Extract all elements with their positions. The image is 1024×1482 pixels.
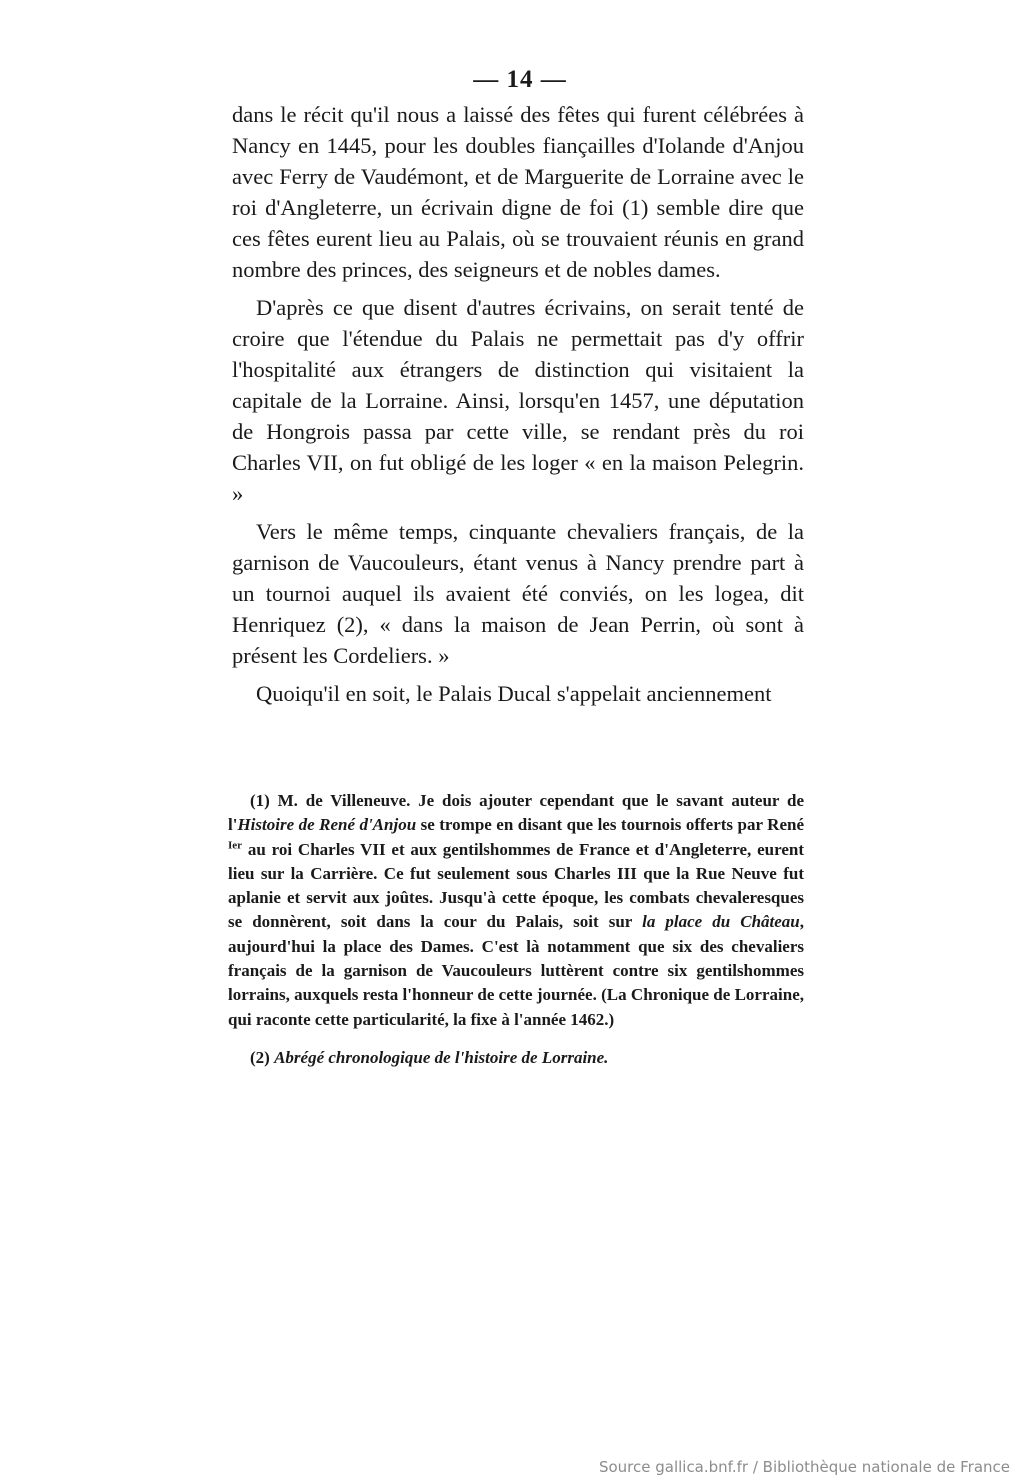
- paragraph: Quoiqu'il en soit, le Palais Ducal s'appelait anciennement: [256, 681, 772, 706]
- place-name: la place du Château: [642, 912, 800, 932]
- footnote-marker: (1): [250, 791, 270, 810]
- paragraph: D'après ce que disent d'autres écrivains, on serait tenté de croire que l'étendue du Palais ne permettait pas d'y offrir l'hospitalité aux étrangers de distinction qui visitaient la capitale de la Lorraine. Ainsi, lorsqu'en 1457, une députation de Hongrois passa par cette ville, se rendant près du roi Charles VII, on fut obligé de les loger « en la maison Pelegrin. »: [232, 295, 804, 506]
- paragraph: dans le récit qu'il nous a laissé des fêtes qui furent célébrées à Nancy en 1445, pour les doubles fiançailles d'Iolande d'Anjou avec Ferry de Vaudémont, et de Marguerite de Lorraine avec le roi d'Angleterre, un écrivain digne de foi (1) semble dire que ces fêtes eurent lieu au Palais, où se trouvaient réunis en grand nombre des princes, des seigneurs et de nobles dames.: [232, 102, 804, 282]
- book-title: Histoire de René d'Anjou: [237, 815, 417, 835]
- source-credit: Source gallica.bnf.fr / Bibliothèque nationale de France: [598, 1458, 1010, 1476]
- superscript: Ier: [228, 838, 243, 851]
- footnote-text: , aujourd'hui la place des Dames. C'est là notamment que six des chevaliers français de la garnison de Vaucouleurs luttèrent contre six gentilshommes lorrains, auxquels resta l'honneur de cette journée. (La Chronique de Lorraine, qui raconte cette particularité, la fixe à l'année 1462.): [228, 912, 804, 1029]
- footnote-text: M. de Villeneuve. Je dois ajouter cependant que le savant auteur de l': [228, 791, 804, 835]
- book-title: Abrégé chronologique de l'histoire de Lorraine.: [274, 1047, 609, 1067]
- footnote-2: [228, 1046, 804, 1070]
- footnote-marker: (2): [250, 1047, 270, 1067]
- body-text: [232, 99, 804, 716]
- footnotes: [228, 789, 804, 1084]
- footnote-1: [228, 789, 804, 1032]
- footnote-text: au roi Charles VII et aux gentilshommes de France et d'Angleterre, eurent lieu sur la Carrière. Ce fut seulement sous Charles III que la Rue Neuve fut aplanie et servit aux joûtes. Jusqu'à cette époque, les combats chevaleresques se donnèrent, soit dans la cour du Palais, soit sur: [228, 839, 804, 932]
- paragraph: Vers le même temps, cinquante chevaliers français, de la garnison de Vaucouleurs, étant venus à Nancy prendre part à un tournoi auquel ils avaient été conviés, on les logea, dit Henriquez (2), « dans la maison de Jean Perrin, où sont à présent les Cordeliers. »: [232, 519, 804, 668]
- page-number: — 14 —: [473, 66, 567, 93]
- footnote-text: se trompe en disant que les tournois offerts par René: [416, 815, 805, 835]
